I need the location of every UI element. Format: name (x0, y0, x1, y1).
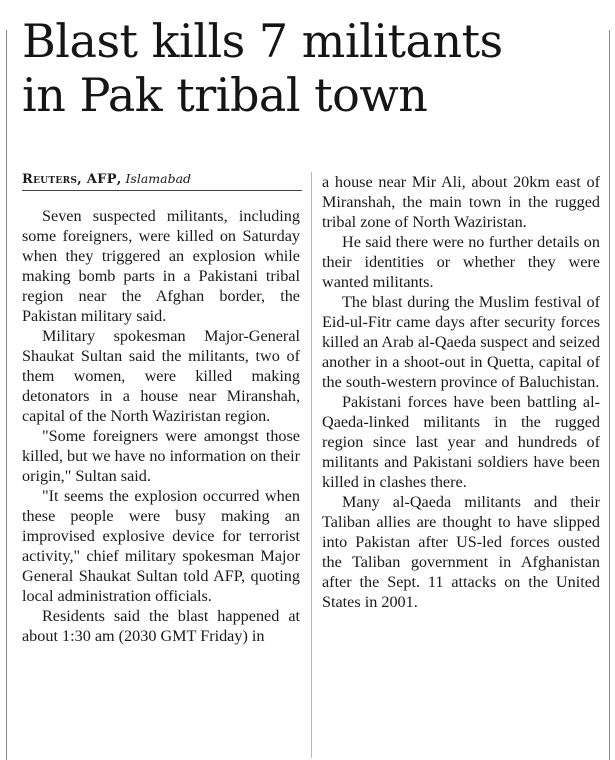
headline-line-2: in Pak tribal town (22, 68, 428, 122)
column-divider (311, 172, 312, 758)
article-column-right (322, 172, 600, 612)
paragraph: "It seems the explosion occurred when these people were busy making an improvised explosive device for terrorist activity," chief military spokesman Major General Shaukat Sultan told AFP, quoting local administration officials. (22, 487, 300, 605)
headline (22, 14, 607, 122)
byline-place: Islamabad (125, 171, 192, 186)
paragraph: "Some foreigners were amongst those killed, but we have no information on their origin," Sultan said. (22, 427, 300, 485)
paragraph: He said there were no further details on their identities or whether they were wanted militants. (322, 233, 600, 291)
paragraph: Military spokesman Major-General Shaukat Sultan said the militants, two of them women, were killed making detonators in a house near Miranshah, capital of the North Waziristan region. (22, 327, 300, 425)
paragraph: The blast during the Muslim festival of Eid-ul-Fitr came days after security forces killed an Arab al-Qaeda suspect and seized another in a shoot-out in Quetta, capital of the south-western province of Baluchistan. (322, 293, 600, 391)
byline-separator: , (116, 172, 122, 187)
paragraph: Seven suspected militants, including some foreigners, were killed on Saturday when they triggered an explosion while making bomb parts in a Pakistani tribal region near the Afghan border, the Pakistan military said. (22, 207, 300, 325)
right-border-rule (609, 30, 610, 760)
article-column-left (22, 206, 300, 646)
paragraph: a house near Mir Ali, about 20km east of Miranshah, the main town in the rugged tribal zone of North Waziristan. (322, 173, 600, 231)
paragraph: Many al-Qaeda militants and their Taliban allies are thought to have slipped into Pakistan after US-led forces ousted the Taliban government in Afghanistan after the Sept. 11 attacks on the United States in 2001. (322, 493, 600, 611)
headline-line-1: Blast kills 7 militants (22, 14, 503, 68)
byline (22, 171, 302, 191)
left-border-rule (6, 30, 7, 760)
paragraph: Pakistani forces have been battling al-Qaeda-linked militants in the rugged region since last year and hundreds of militants and Pakistani soldiers have been killed in clashes there. (322, 393, 600, 491)
paragraph: Residents said the blast happened at about 1:30 am (2030 GMT Friday) in (22, 607, 300, 645)
byline-agencies: Reuters, AFP (22, 172, 117, 187)
